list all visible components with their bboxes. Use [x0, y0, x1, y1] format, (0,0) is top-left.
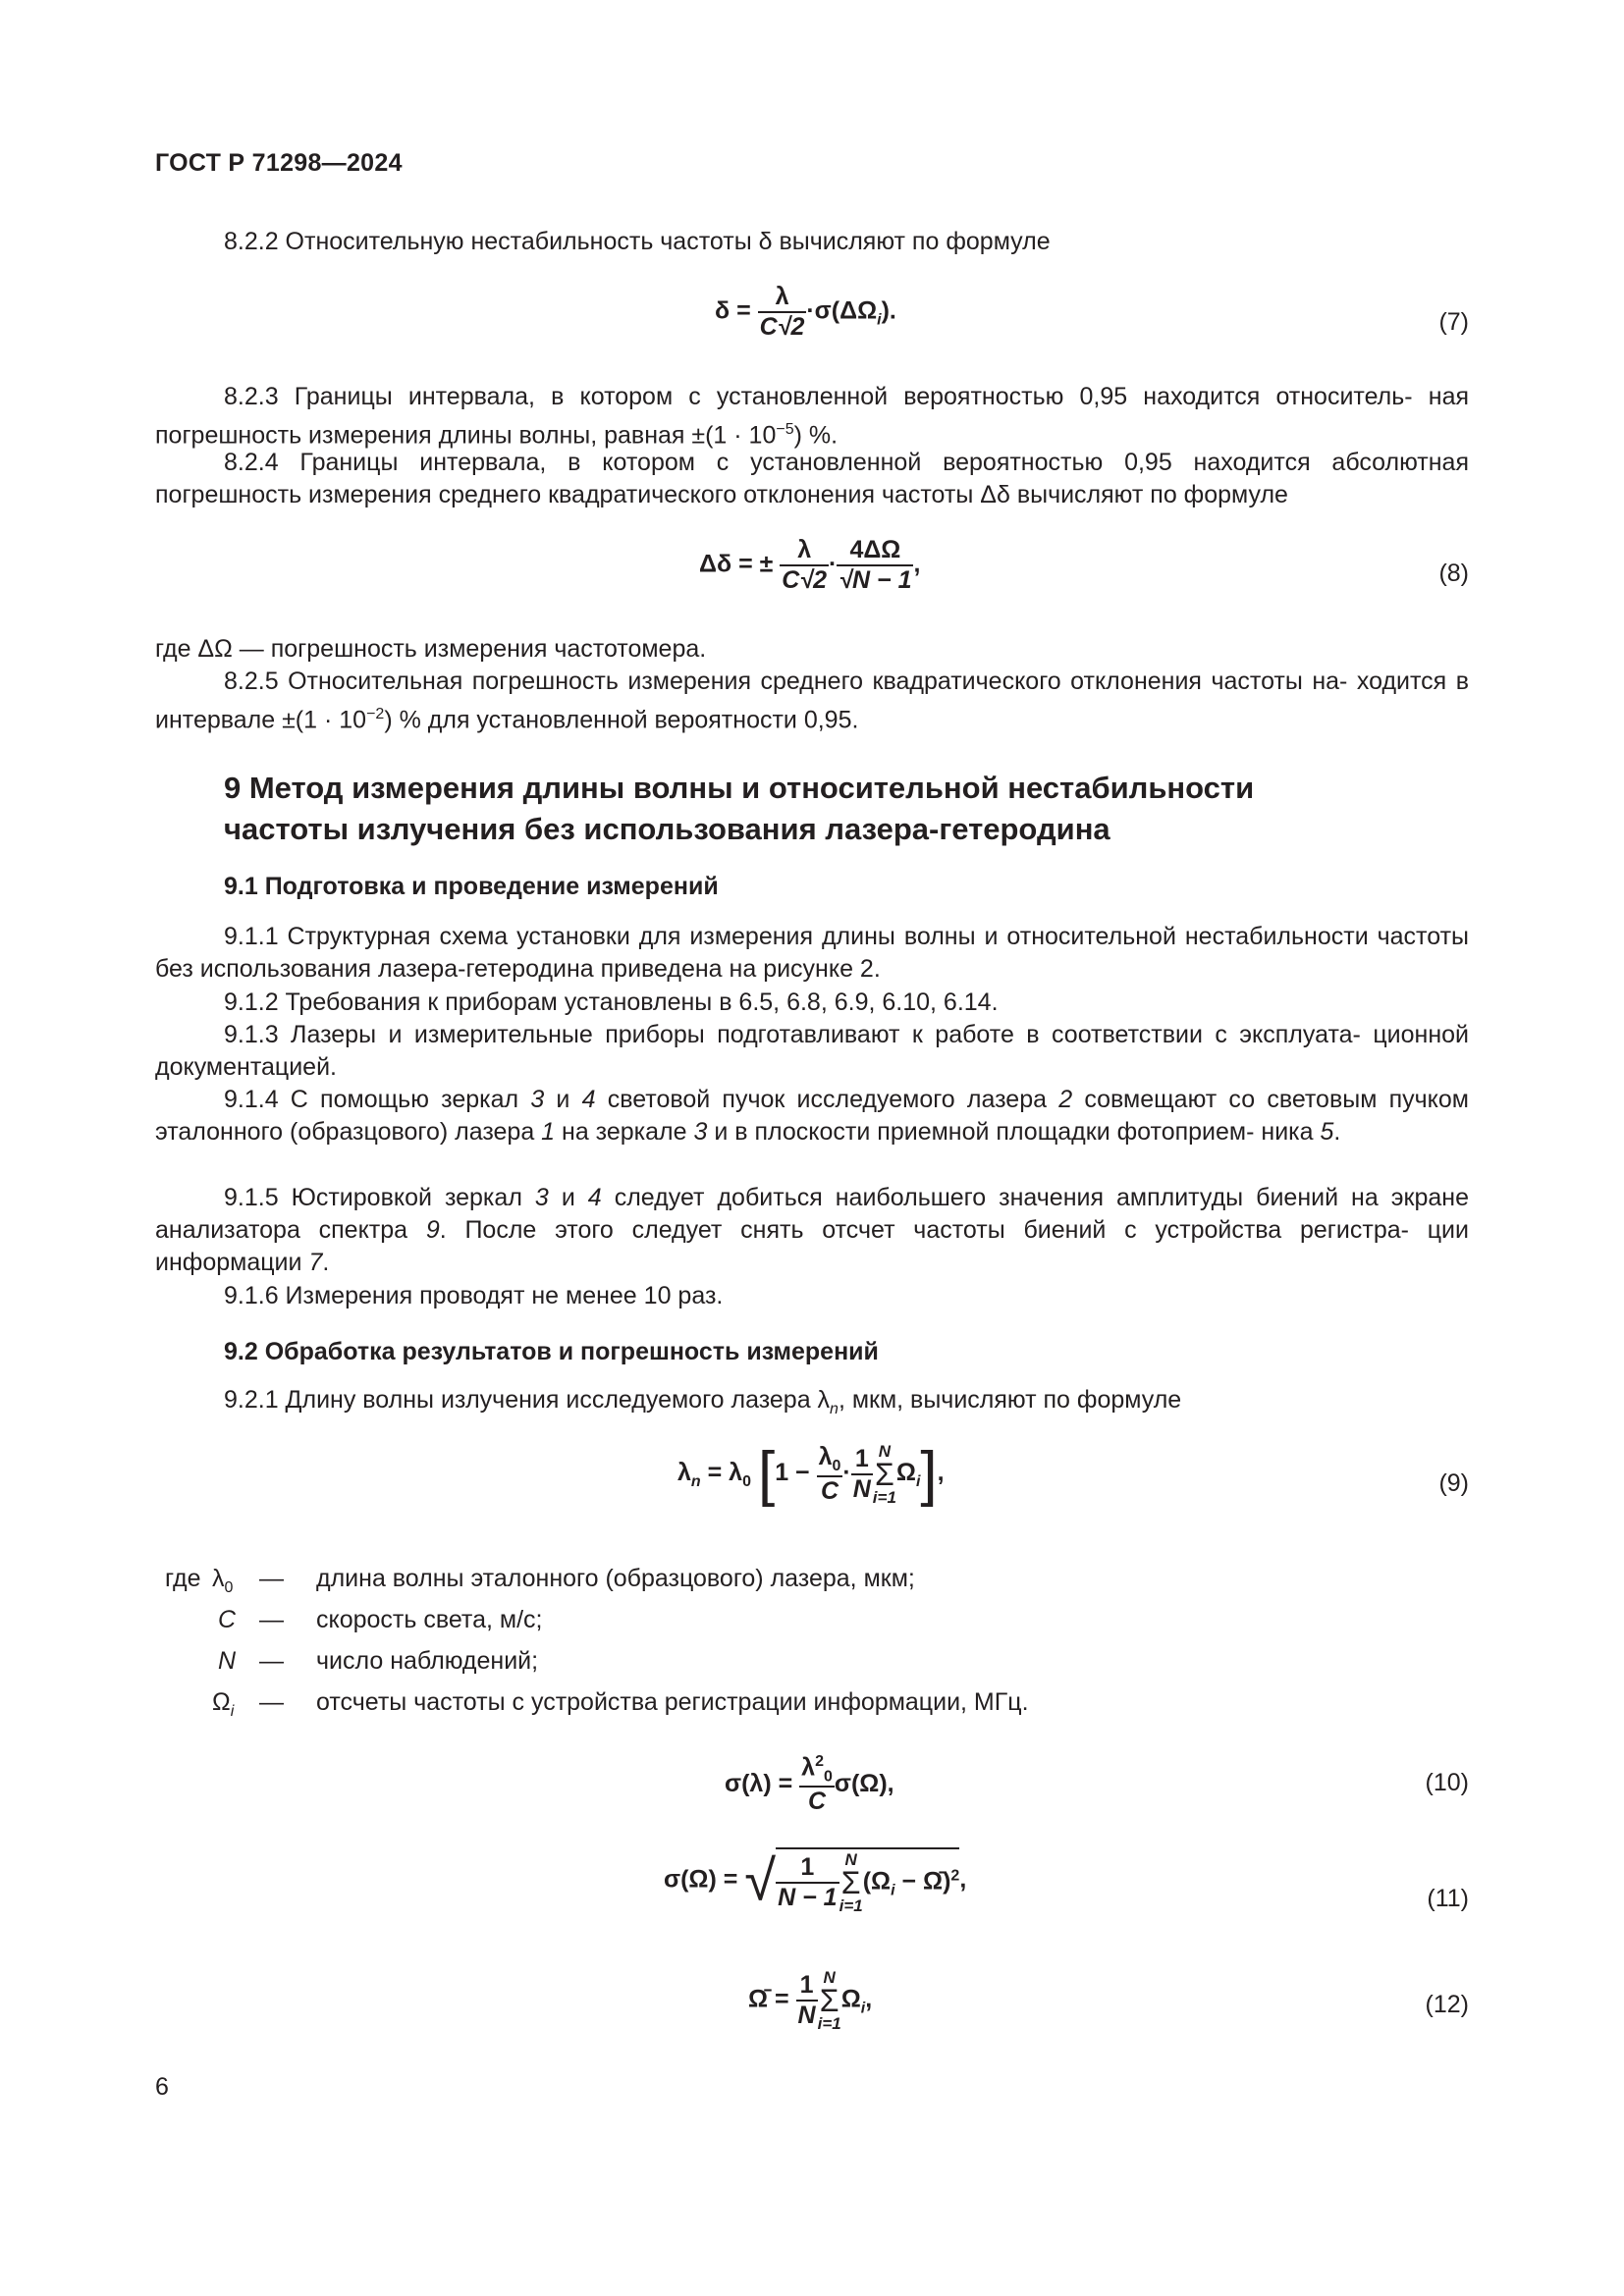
- subsection-9-1-heading: 9.1 Подготовка и проведение измерений: [224, 873, 719, 900]
- formula-11-end: ,: [959, 1865, 967, 1894]
- sigma-icon: Σ: [840, 1865, 861, 1900]
- where-dash: —: [259, 1647, 284, 1675]
- formula-9-sum-bottom: i=1: [872, 1487, 896, 1507]
- p915-ref: 4: [587, 1184, 602, 1211]
- formula-9-bracket-open: [: [757, 1440, 776, 1508]
- paragraph-8-2-3-line1: 8.2.3 Границы интервала, в котором с установленной вероятностью 0,95 находится относитель-: [224, 383, 1413, 410]
- formula-10-num-text: λ: [801, 1753, 816, 1782]
- formula-12-term: Ω: [840, 1985, 861, 2013]
- paragraph-8-2-5-line1: 8.2.5 Относительная погрешность измерения среднего квадратического отклонения частоты на-: [224, 667, 1348, 695]
- where-dash: —: [259, 1565, 284, 1592]
- formula-7-numerator: λ: [758, 283, 807, 313]
- paragraph-8-2-3-end: ) %.: [793, 421, 839, 450]
- p914-ref: 3: [530, 1086, 545, 1113]
- p914-text: .: [1333, 1118, 1341, 1146]
- paragraph-9-1-3: [155, 1019, 1469, 1084]
- sqrt-icon: √: [744, 1848, 777, 1913]
- formula-9-lambda: λ: [677, 1459, 691, 1487]
- formula-8-numerator-1: λ: [780, 536, 829, 566]
- formula-9-denominator-1: C: [820, 1476, 839, 1505]
- formula-9-lambda-sub: n: [690, 1473, 701, 1491]
- where-symbol-text: Ω: [212, 1688, 231, 1716]
- p914-text: и: [544, 1086, 582, 1113]
- p915-text: экране анализатора спектра: [155, 1184, 1469, 1244]
- p914-ref: 2: [1058, 1086, 1073, 1113]
- formula-7: [715, 283, 896, 342]
- formula-8-fraction-2: [837, 536, 913, 595]
- paragraph-8-2-5-sup: −2: [366, 706, 385, 722]
- formula-12-sum: [818, 1969, 841, 2032]
- paragraph-9-1-2: 9.1.2 Требования к приборам установлены в 6.5, 6.8, 6.9, 6.10, 6.14.: [224, 988, 999, 1016]
- formula-11-fraction: [776, 1853, 839, 1912]
- where-dash: —: [259, 1688, 284, 1716]
- p915-text: .: [322, 1249, 330, 1276]
- formula-10-denominator: C: [807, 1788, 827, 1816]
- where-prefix: где: [165, 1565, 201, 1592]
- p914-text: пучком эталонного (образцового) лазера: [155, 1086, 1469, 1146]
- paragraph-9-1-1-line2: частоты без использования лазера-гетеродина приведена на рисунке 2.: [155, 923, 1469, 983]
- p914-ref: 3: [693, 1118, 708, 1146]
- formula-12-end: ,: [865, 1985, 873, 2013]
- where-description: число наблюдений;: [316, 1647, 539, 1675]
- formula-9-bracket-close: ]: [920, 1440, 938, 1508]
- paragraph-9-1-6: 9.1.6 Измерения проводят не менее 10 раз.: [224, 1282, 724, 1309]
- formula-11: [664, 1847, 966, 1914]
- p914-text: световой пучок исследуемого лазера: [595, 1086, 1059, 1113]
- where-symbol-text: C: [218, 1606, 237, 1633]
- paragraph-8-2-3-line2: ная погрешность измерения длины волны, равная ±(1 · 10: [155, 383, 1470, 450]
- formula-7-subscript: i: [877, 311, 882, 329]
- p921-subscript: n: [830, 1401, 839, 1417]
- where-description: длина волны эталонного (образцового) лазера, мкм;: [316, 1565, 915, 1592]
- where-description: отсчеты частоты с устройства регистрации информации, МГц.: [316, 1688, 1029, 1716]
- paragraph-8-2-3-sup: −5: [776, 421, 794, 438]
- formula-10-rhs: σ(Ω),: [834, 1769, 894, 1797]
- where-symbol-sub: 0: [224, 1579, 234, 1596]
- p914-ref: 1: [541, 1118, 556, 1146]
- equation-number-11: (11): [1427, 1885, 1469, 1912]
- formula-9-one: 1 −: [775, 1459, 810, 1487]
- where-symbol: [212, 1565, 233, 1597]
- formula-12-sum-bottom: i=1: [817, 2014, 841, 2033]
- p915-text: . После этого следует снять отсчет частоты биений с устройства регистра-: [439, 1216, 1409, 1244]
- paragraph-8-2-5: [155, 666, 1469, 736]
- p915-text: 9.1.5 Юстировкой зеркал: [224, 1184, 535, 1211]
- equation-number-7: (7): [1438, 308, 1469, 336]
- where-symbol-sub: i: [230, 1703, 235, 1720]
- formula-9-end: ,: [937, 1459, 945, 1487]
- section-9-heading: [224, 768, 1254, 850]
- formula-10-lhs: σ(λ) =: [725, 1769, 793, 1797]
- page-number: 6: [155, 2073, 169, 2101]
- formula-12-term-sub: i: [860, 2000, 866, 2017]
- formula-9-fraction-2: [851, 1445, 873, 1504]
- paragraph-8-2-5-end: ) % для установленной вероятности 0,95.: [384, 706, 859, 734]
- p915-text: следует добиться наибольшего значения амплитуды биений на: [601, 1184, 1379, 1211]
- p914-text: 9.1.4 С помощью зеркал: [224, 1086, 531, 1113]
- formula-12-lhs: Ω̄ =: [748, 1985, 789, 2013]
- paragraph-9-1-3-line1: 9.1.3 Лазеры и измерительные приборы подготавливают к работе в соответствии с эксплуата-: [224, 1021, 1361, 1048]
- formula-10: [725, 1753, 894, 1816]
- p915-ref: 3: [534, 1184, 549, 1211]
- formula-11-radicand: [776, 1847, 959, 1914]
- where-symbol: [218, 1606, 236, 1638]
- formula-11-term: (Ω: [862, 1867, 892, 1896]
- p915-text: ции информации: [155, 1216, 1469, 1276]
- formula-12: [748, 1969, 872, 2032]
- formula-11-sum-bottom: i=1: [839, 1896, 863, 1915]
- formula-8-lhs: Δδ = ±: [699, 550, 774, 578]
- formula-10-numerator: [799, 1753, 835, 1788]
- where-delta-omega: где ΔΩ — погрешность измерения частотомера.: [155, 635, 707, 663]
- where-symbol: [212, 1688, 234, 1721]
- formula-8-fraction-1: [780, 536, 829, 595]
- formula-7-lhs: δ =: [715, 296, 751, 325]
- formula-7-denominator: C√2: [759, 313, 805, 341]
- formula-9-numerator-1: [817, 1443, 843, 1477]
- paragraph-8-2-4-line1: 8.2.4 Границы интервала, в котором с установленной вероятностью 0,95 находится абсолютная: [224, 449, 1469, 476]
- section-9-heading-line1: 9 Метод измерения длины волны и относительной нестабильности: [224, 771, 1255, 805]
- p915-text: и: [548, 1184, 588, 1211]
- equation-number-12: (12): [1425, 1991, 1469, 2018]
- sigma-icon: Σ: [874, 1456, 894, 1492]
- formula-8-denominator-1: C√2: [782, 566, 827, 594]
- p914-text: и в плоскости приемной площадки фотоприем-: [707, 1118, 1255, 1146]
- formula-11-denominator: N − 1: [778, 1884, 838, 1911]
- formula-11-sum-top: N: [844, 1850, 857, 1869]
- paragraph-8-2-3: [155, 381, 1469, 452]
- formula-11-sup: 2: [950, 1867, 960, 1885]
- formula-11-lhs: σ(Ω) =: [664, 1865, 738, 1894]
- formula-9-term: Ω: [895, 1459, 916, 1487]
- equation-number-10: (10): [1425, 1769, 1469, 1796]
- formula-11-sum: [839, 1851, 863, 1914]
- paragraph-9-1-1: [155, 921, 1469, 986]
- paragraph-8-2-2: 8.2.2 Относительную нестабильность частоты δ вычисляют по формуле: [224, 228, 1051, 255]
- where-description: скорость света, м/с;: [316, 1606, 543, 1633]
- p914-ref: 4: [581, 1086, 596, 1113]
- formula-12-fraction: [796, 1971, 818, 2030]
- formula-12-sum-top: N: [823, 1968, 836, 1987]
- where-dash: —: [259, 1606, 284, 1633]
- formula-9-lambda0-sub: 0: [742, 1473, 751, 1491]
- formula-8-end: ,: [913, 550, 921, 578]
- formula-12-numerator: 1: [796, 1971, 818, 2002]
- p915-ref: 7: [308, 1249, 323, 1276]
- equation-number-8: (8): [1438, 560, 1469, 587]
- paragraph-9-2-1: [224, 1384, 1181, 1425]
- p921-text: , мкм, вычисляют по формуле: [838, 1386, 1182, 1414]
- paragraph-8-2-4: [155, 447, 1469, 511]
- p915-ref: 9: [425, 1216, 440, 1244]
- formula-11-numerator: 1: [776, 1853, 839, 1884]
- where-symbol-text: λ: [212, 1565, 225, 1592]
- formula-11-term2: − Ω̄): [894, 1867, 951, 1896]
- formula-10-num-sup: 2: [815, 1753, 824, 1770]
- where-symbol: [218, 1647, 236, 1680]
- formula-7-end: ).: [881, 296, 896, 325]
- subsection-9-2-heading: 9.2 Обработка результатов и погрешность измерений: [224, 1338, 879, 1365]
- sigma-icon: Σ: [819, 1983, 839, 2018]
- formula-9-num1-text: λ: [818, 1442, 833, 1470]
- formula-7-rhs: ·σ(ΔΩ: [806, 296, 878, 325]
- formula-9: $\lambda_n = \lambda_0$ [1 − $\frac{\lambda_0}{C}$ · $\frac{1}{N}$ N Σ $i=1\Omega_i$],: [677, 1440, 945, 1508]
- formula-9-eq: = λ: [700, 1459, 743, 1487]
- formula-9-fraction-1: [817, 1443, 843, 1506]
- equation-number-9: (9): [1438, 1469, 1469, 1497]
- section-9-heading-line2: частоты излучения без использования лазера-гетеродина: [224, 812, 1110, 846]
- formula-9-numerator-2: 1: [851, 1445, 873, 1475]
- p921-text: 9.2.1 Длину волны излучения исследуемого лазера λ: [224, 1386, 831, 1414]
- paragraph-9-1-3-line2: ционной документацией.: [155, 1021, 1469, 1081]
- formula-11-term-sub: i: [891, 1882, 895, 1899]
- formula-10-fraction: [799, 1753, 835, 1816]
- paragraph-9-1-4: [155, 1084, 1469, 1148]
- formula-12-denominator: N: [797, 2002, 816, 2029]
- formula-9-num1-sub: 0: [832, 1457, 841, 1474]
- p914-text: ника: [1261, 1118, 1321, 1146]
- formula-9-term-sub: i: [915, 1473, 921, 1491]
- p914-text: совмещают со световым: [1072, 1086, 1378, 1113]
- p914-ref: 5: [1320, 1118, 1334, 1146]
- formula-9-sum: [873, 1443, 896, 1506]
- where-symbol-text: N: [218, 1647, 237, 1675]
- paragraph-8-2-5-line2: ходится в интервале ±(1 · 10: [155, 667, 1469, 734]
- p914-text: на зеркале: [555, 1118, 694, 1146]
- formula-9-sum-top: N: [878, 1441, 891, 1461]
- formula-8: Δδ = ± $\frac{\lambda}{C√2}$ · $\frac{4\Delta\Omega}{√N - 1}$ ,: [699, 536, 921, 594]
- formula-8-numerator-2: 4ΔΩ: [837, 536, 913, 566]
- formula-7-fraction: [758, 283, 807, 342]
- paragraph-8-2-4-line2: погрешность измерения среднего квадратического отклонения частоты Δδ вычисляют по формуле: [155, 481, 1288, 508]
- formula-9-denominator-2: N: [852, 1474, 871, 1503]
- document-header: ГОСТ Р 71298—2024: [155, 149, 403, 177]
- formula-8-denominator-2: √N − 1: [839, 566, 912, 594]
- paragraph-9-1-1-line1: 9.1.1 Структурная схема установки для измерения длины волны и относительной нестабильности: [224, 923, 1369, 950]
- paragraph-9-1-5: [155, 1182, 1469, 1279]
- formula-10-num-sub: 0: [823, 1768, 833, 1786]
